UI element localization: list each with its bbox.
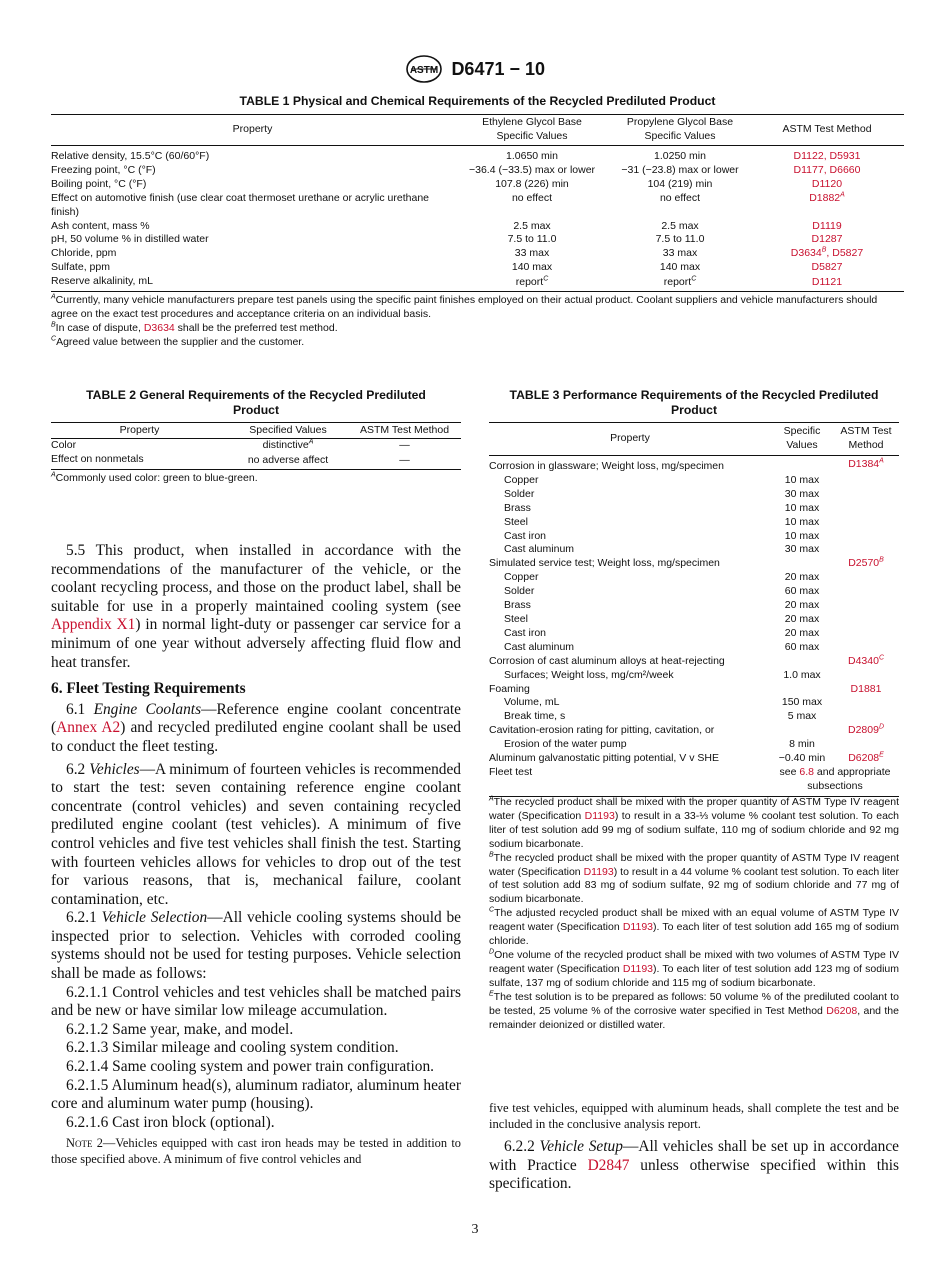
row-property: Aluminum galvanostatic pitting potential, V v SHE: [489, 752, 719, 765]
table-row: [489, 655, 899, 669]
table-row: [489, 502, 899, 516]
table-row: [489, 738, 899, 752]
table-row: [489, 683, 899, 697]
method-link[interactable]: D1122, D5931: [793, 150, 861, 162]
row-property: Foaming: [489, 682, 530, 695]
table-row: [489, 488, 899, 502]
table-row: Relative density, 15.5°C (60/60°F) 1.0650 min 1.0250 min D1122, D5931: [51, 146, 904, 164]
paragraph-6-1: 6.1 Engine Coolants—Reference engine coolant concentrate (Annex A2) and recycled prediluted engine coolant shall be used to conduct the fleet testing.: [51, 700, 462, 755]
table-row: Boiling point, °C (°F) 107.8 (226) min 104 (219) min D1120: [51, 178, 904, 192]
paragraph-6-2-1: 6.2.1 Vehicle Selection—All vehicle cooling systems should be inspected prior to selection. Vehicles with corroded cooling systems should not be used for testing purposes. Vehicle selection shall be made as follows:: [51, 909, 461, 983]
row-property: Cast iron: [504, 626, 547, 639]
table-row: Sulfate, ppm 140 max 140 max D5827: [51, 261, 904, 275]
note-2-continued: five test vehicles, equipped with aluminum heads, shall complete the test and be included in the conclusive analysis report.: [489, 1101, 899, 1131]
right-column-text: [489, 1100, 899, 1194]
row-value: [771, 724, 833, 738]
paragraph-6-2-1-5: 6.2.1.5 Aluminum head(s), aluminum radiator, aluminum heater core and aluminum water pump (housing).: [51, 1076, 461, 1113]
row-method: $D6208^E$: [848, 751, 884, 765]
row-value: 10 max: [784, 529, 820, 542]
table-1-header-row: [51, 115, 904, 146]
row-property: Steel: [504, 515, 528, 528]
row-property: Corrosion in glassware; Weight loss, mg/specimen: [489, 460, 724, 472]
row-method: [833, 474, 899, 488]
table-row: [489, 752, 899, 766]
row-property: Simulated service test; Weight loss, mg/specimen: [489, 557, 720, 570]
row-value: [771, 683, 833, 697]
table-3-footnotes: $^A$The recycled product shall be mixed with the proper quantity of ASTM Type IV reagent water (Specification D1193) to result in a 33-⅓ volume % coolant test solution. To each liter of test solution add 99 mg of sodium sulfate, 110 mg of sodium chloride and 92 mg sodium bicarbonate. $^B$The recycled product shall be mixed with the proper quantity of ASTM Type IV reagent water (Specification D1193) to result in a 44 volume % coolant test solution. To each liter of test solution add 83 mg of sodium sulfate, 92 mg of sodium chloride and 77 mg of sodium bicarbonate. $^C$The adjusted recycled product shall be mixed with an equal volume of ASTM Type IV reagent water (Specification D1193). To each liter of test solution add 165 mg of sodium chloride. $^D$One volume of the recycled product shall be mixed with two volumes of ASTM Type IV reagent water (Specification D1193). To each liter of test solution add 123 mg of sodium sulfate, 137 mg of sodium chloride and 115 mg of sodium bicarbonate. $^E$The test solution is to be prepared as follows: 50 volume % of the prediluted coolant to be tested, 25 volume % of the corrosive water specified in Test Method D6208, and the remainder deionized or distilled water.: [489, 795, 899, 1031]
left-column-text: [51, 542, 461, 1168]
col-header-eg: Ethylene Glycol Base Specific Values: [454, 115, 610, 146]
row-value: 150 max: [781, 696, 823, 709]
row-method: [833, 502, 899, 516]
table-row: Reserve alkalinity, mL report$^C$ report$^C$ D1121: [51, 275, 904, 291]
row-property: Surfaces; Weight loss, mg/cm²/week: [504, 668, 674, 681]
row-value: 5 max: [787, 710, 817, 723]
table-2-title: TABLE 2 General Requirements of the Recycled Prediluted Product: [86, 388, 426, 417]
row-property: Solder: [504, 585, 535, 598]
row-method: [833, 543, 899, 557]
table-row: [489, 613, 899, 627]
method-link-d5827[interactable]: D5827: [832, 247, 864, 260]
row-value: 10 max: [784, 473, 820, 486]
row-value: 1.0 max: [783, 668, 821, 681]
table-row: Freezing point, °C (°F) −36.4 (−33.5) max or lower −31 (−23.8) max or lower D1177, D6660: [51, 164, 904, 178]
footnote-link-d1193[interactable]: D1193: [584, 809, 615, 822]
table-row: [489, 724, 899, 738]
row-method: [833, 669, 899, 683]
table-row: [489, 599, 899, 613]
method-link[interactable]: D1882: [809, 191, 841, 204]
row-value: −0.40 min: [778, 752, 826, 765]
method-link[interactable]: D2570: [848, 557, 880, 570]
page-header: [0, 54, 950, 84]
row-value: 20 max: [784, 599, 820, 612]
row-value: 20 max: [784, 626, 820, 639]
row-value: 20 max: [784, 571, 820, 584]
method-link[interactable]: D1119: [812, 219, 842, 232]
row-method: [833, 696, 899, 710]
table-row: [489, 530, 899, 544]
row-property: Break time, s: [504, 710, 566, 723]
col-header-property: Property: [51, 115, 454, 146]
table-row: [489, 474, 899, 488]
table-row: [489, 710, 899, 724]
table-row: [489, 516, 899, 530]
table-3-title: TABLE 3 Performance Requirements of the Recycled Prediluted Product: [509, 388, 879, 417]
method-link[interactable]: D1121: [750, 275, 904, 291]
footnote-link-d6208[interactable]: D6208: [826, 1004, 858, 1017]
row-method: [833, 613, 899, 627]
table-row: [489, 585, 899, 599]
table-1: [51, 94, 904, 292]
document-id: D6471 − 10: [451, 58, 546, 79]
section-link-6-8[interactable]: 6.8: [799, 765, 814, 778]
row-method: $D1384^A$: [848, 457, 884, 470]
table-row: Effect on automotive finish (use clear coat thermoset urethane or acrylic urethane finish) no effect no effect $D1882^A$: [51, 191, 845, 218]
row-method: [833, 585, 899, 599]
row-property: Brass: [504, 501, 531, 514]
table-1-footnotes: $^A$Currently, many vehicle manufacturers prepare test panels using the specific paint finishes employed on their actual product. Coolant suppliers and vehicle manufacturers should agree on the exact test procedures and acceptance criteria on an individual basis. $^B$In case of dispute, D3634 shall be the preferred test method. $^C$Agreed value between the supplier and the customer.: [51, 293, 878, 348]
paragraph-6-2-2: 6.2.2 Vehicle Setup—All vehicles shall be set up in accordance with Practice D2847 unless otherwise specified within this specification.: [489, 1138, 899, 1193]
page-number: 3: [471, 1222, 479, 1237]
paragraph-6-2-1-1: 6.2.1.1 Control vehicles and test vehicles shall be matched pairs and be new or have similar low mileage accumulation.: [51, 983, 461, 1020]
row-value: [771, 655, 833, 669]
paragraph-6-2-1-2: 6.2.1.2 Same year, make, and model.: [66, 1020, 294, 1038]
row-method: $D2570^B$: [848, 556, 884, 570]
table-row: [489, 669, 899, 683]
row-property: Cast iron: [504, 529, 547, 542]
table-row: [489, 627, 899, 641]
d2847-link[interactable]: D2847: [587, 1156, 630, 1174]
table-row: [489, 456, 899, 474]
method-link[interactable]: D3634: [790, 247, 822, 260]
paragraph-6-2-1-4: 6.2.1.4 Same cooling system and power train configuration.: [66, 1058, 435, 1076]
row-property: Steel: [504, 612, 528, 625]
annex-a2-link[interactable]: Annex A2: [56, 719, 121, 737]
footnote-link-d1193[interactable]: D1193: [622, 921, 654, 934]
row-value: 60 max: [784, 585, 820, 598]
row-value: 20 max: [784, 612, 820, 625]
row-value: 10 max: [784, 501, 820, 514]
table-row: Effect on nonmetals no adverse affect —: [51, 453, 461, 469]
row-value: 60 max: [784, 640, 820, 653]
row-method: [833, 683, 899, 697]
method-link[interactable]: D1881: [850, 682, 882, 695]
table-1-title: TABLE 1 Physical and Chemical Requirements of the Recycled Prediluted Product: [239, 94, 716, 108]
row-method: [833, 530, 899, 544]
table-3: [489, 388, 899, 797]
table-row: Color distinctive$^A$ —: [51, 438, 410, 451]
row-property: Cavitation-erosion rating for pitting, cavitation, or: [489, 724, 715, 737]
table-row: [489, 571, 899, 585]
note-2: Note 2—Vehicles equipped with cast iron heads may be tested in addition to those specified above. A minimum of five control vehicles and: [51, 1136, 461, 1166]
footnote-link-d1193[interactable]: D1193: [622, 962, 654, 975]
row-property: Cast aluminum: [504, 543, 575, 556]
row-property: Copper: [504, 571, 539, 584]
method-link[interactable]: D5827: [811, 261, 843, 274]
row-value: 10 max: [784, 515, 820, 528]
row-property: Brass: [504, 599, 531, 612]
footnote-link-d1193[interactable]: D1193: [583, 865, 614, 878]
row-property: Solder: [504, 487, 535, 500]
row-property: Cast aluminum: [504, 640, 575, 653]
row-method: $D4340^C$: [847, 654, 884, 667]
method-link[interactable]: D1287: [811, 233, 843, 246]
row-method: [833, 641, 899, 655]
table-row: Chloride, ppm 33 max 33 max $D3634^B$, D5827: [51, 246, 864, 260]
row-method: [833, 627, 899, 641]
footnote-link-d3634[interactable]: D3634: [143, 321, 175, 334]
table-row: [489, 543, 899, 557]
svg-text:ASTM: ASTM: [409, 65, 439, 76]
row-method: [833, 571, 899, 585]
table-row: Ash content, mass % 2.5 max 2.5 max D1119: [51, 220, 904, 234]
section-6-heading: 6. Fleet Testing Requirements: [51, 680, 246, 698]
row-method: [833, 710, 899, 724]
paragraph-6-2: 6.2 Vehicles—A minimum of fourteen vehicles is recommended to start the test: seven containing reference engine coolant concentrate (control vehicles) and seven containing recycled prediluted engine coolant (test vehicles). A minimum of five control vehicles and five test vehicles shall finish the test. Starting with fourteen vehicles allows for vehicles to drop out of the test for various reasons, that is, mechanical failure, coolant contamination, etc.: [51, 760, 461, 908]
row-method: [833, 516, 899, 530]
row-property: Volume, mL: [504, 696, 560, 709]
row-property: Copper: [504, 473, 539, 486]
row-method: [833, 738, 899, 752]
astm-logo-icon: [405, 54, 443, 84]
method-link[interactable]: D1384: [848, 458, 880, 470]
paragraph-6-2-1-3: 6.2.1.3 Similar mileage and cooling system condition.: [66, 1039, 399, 1057]
method-link[interactable]: D1120: [811, 177, 843, 190]
method-link[interactable]: D1177, D6660: [793, 163, 861, 176]
row-method: $D2809^D$: [847, 723, 884, 737]
row-method: [833, 488, 899, 502]
table-row: pH, 50 volume % in distilled water 7.5 to 11.0 7.5 to 11.0 D1287: [51, 233, 904, 247]
col-header-method: ASTM Test Method: [750, 115, 904, 146]
table-2: [51, 388, 461, 470]
table-row: [489, 641, 899, 655]
row-property: Corrosion of cast aluminum alloys at heat-rejecting: [489, 654, 725, 667]
method-link[interactable]: D4340: [847, 654, 879, 667]
method-link[interactable]: D6208: [848, 752, 880, 765]
col-header-pg: Propylene Glycol Base Specific Values: [610, 115, 750, 146]
table-2-footnotes: $^A$Commonly used color: green to blue-green.: [51, 471, 258, 484]
row-property: Erosion of the water pump: [504, 738, 627, 751]
table-3-header-row: Property Specific Values ASTM Test Method: [489, 423, 899, 456]
row-value: 8 min: [789, 738, 815, 751]
paragraph-6-2-1-6: 6.2.1.6 Cast iron block (optional).: [66, 1113, 275, 1131]
method-link[interactable]: D2809: [847, 724, 879, 737]
paragraph-5-5: 5.5 This product, when installed in accordance with the recommendations of the manufacturer of the vehicle, or the coolant recycling process, and those on the product label, shall be suitable for use in a properly maintained cooling system (see Appendix X1) in normal light-duty or passenger car service for a minimum of one year without adversely affecting fluid flow and heat transfer.: [51, 542, 461, 671]
table-row: [489, 557, 899, 571]
row-value: [771, 456, 833, 474]
appendix-x1-link[interactable]: Appendix X1: [51, 616, 136, 634]
row-value: 30 max: [784, 487, 820, 500]
row-method: [833, 599, 899, 613]
row-value: [771, 557, 833, 571]
table-row-fleet-test: Fleet test see 6.8 and appropriate subsections: [489, 766, 899, 796]
row-value: 30 max: [784, 543, 820, 556]
table-2-header-row: Property Specified Values ASTM Test Method: [51, 423, 461, 439]
table-row: [489, 696, 899, 710]
